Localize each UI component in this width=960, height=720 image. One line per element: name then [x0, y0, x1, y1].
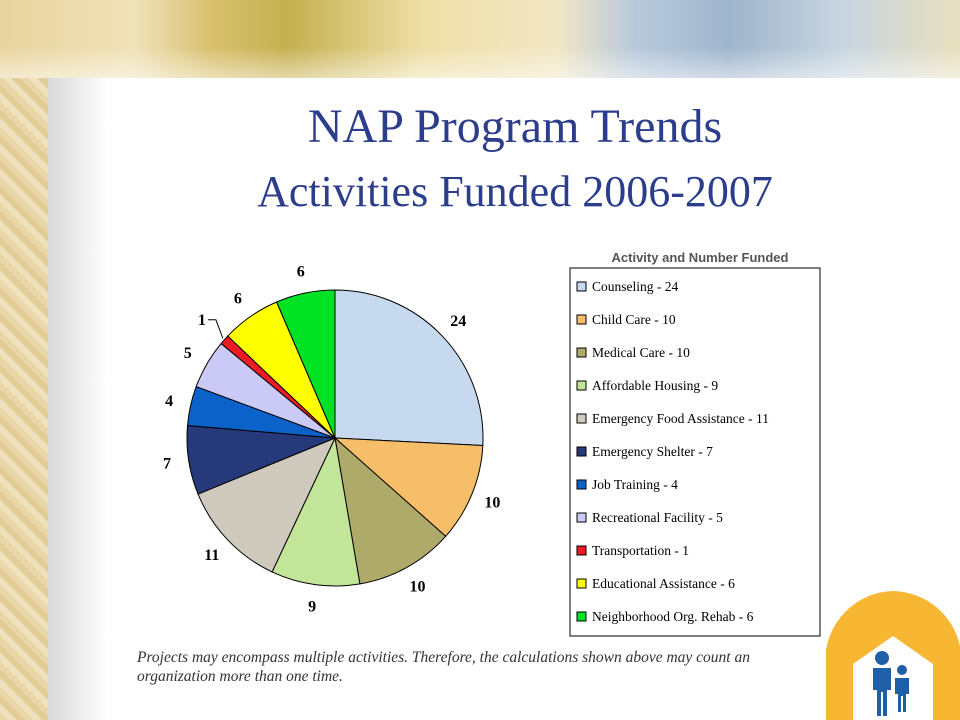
- legend-label-4: Emergency Food Assistance - 11: [592, 411, 769, 426]
- legend-label-6: Job Training - 4: [592, 477, 678, 492]
- footnote: Projects may encompass multiple activities. Therefore, the calculations shown above may count an organization more than one time.: [137, 649, 750, 685]
- slice-data-label-10: 6: [296, 263, 305, 281]
- legend-label-2: Medical Care - 10: [592, 345, 690, 360]
- legend-label-5: Emergency Shelter - 7: [592, 444, 713, 459]
- legend-label-8: Transportation - 1: [592, 543, 689, 558]
- legend-label-1: Child Care - 10: [592, 312, 676, 327]
- leader-line-8: [208, 320, 223, 339]
- slice-data-label-8: 1: [197, 311, 206, 329]
- legend-title: Activity and Number Funded: [611, 250, 789, 265]
- slice-data-label-0: 24: [450, 312, 467, 330]
- legend-swatch-4: [577, 414, 586, 423]
- legend-swatch-1: [577, 315, 586, 324]
- slice-data-label-2: 10: [409, 578, 426, 596]
- legend-swatch-10: [577, 612, 586, 621]
- legend-label-3: Affordable Housing - 9: [592, 378, 719, 393]
- legend-swatch-0: [577, 282, 586, 291]
- family-figure-icon: [873, 651, 909, 716]
- legend-label-7: Recreational Facility - 5: [592, 510, 723, 525]
- slide-title: NAP Program Trends: [307, 100, 723, 153]
- legend-swatch-7: [577, 513, 586, 522]
- legend-swatch-8: [577, 546, 586, 555]
- slice-data-label-3: 9: [308, 598, 317, 616]
- leader-lines: [208, 320, 223, 339]
- slice-data-label-4: 11: [204, 547, 220, 565]
- logo: [818, 586, 960, 720]
- legend-swatch-5: [577, 447, 586, 456]
- legend-label-9: Educational Assistance - 6: [592, 576, 735, 591]
- legend-label-0: Counseling - 24: [592, 279, 679, 294]
- slide-subtitle: Activities Funded 2006-2007: [257, 167, 773, 216]
- slice-data-label-7: 5: [183, 345, 192, 362]
- legend-swatch-3: [577, 381, 586, 390]
- legend-swatch-6: [577, 480, 586, 489]
- slice-data-label-6: 4: [165, 392, 174, 410]
- slice-data-label-1: 10: [484, 494, 501, 512]
- legend-swatch-9: [577, 579, 586, 588]
- slice-data-label-5: 7: [162, 455, 171, 473]
- legend-swatch-2: [577, 348, 586, 357]
- legend-label-10: Neighborhood Org. Rehab - 6: [592, 609, 754, 624]
- pie-slices: [187, 290, 483, 586]
- slice-data-label-9: 6: [233, 290, 242, 308]
- house-family-icon: [826, 591, 960, 720]
